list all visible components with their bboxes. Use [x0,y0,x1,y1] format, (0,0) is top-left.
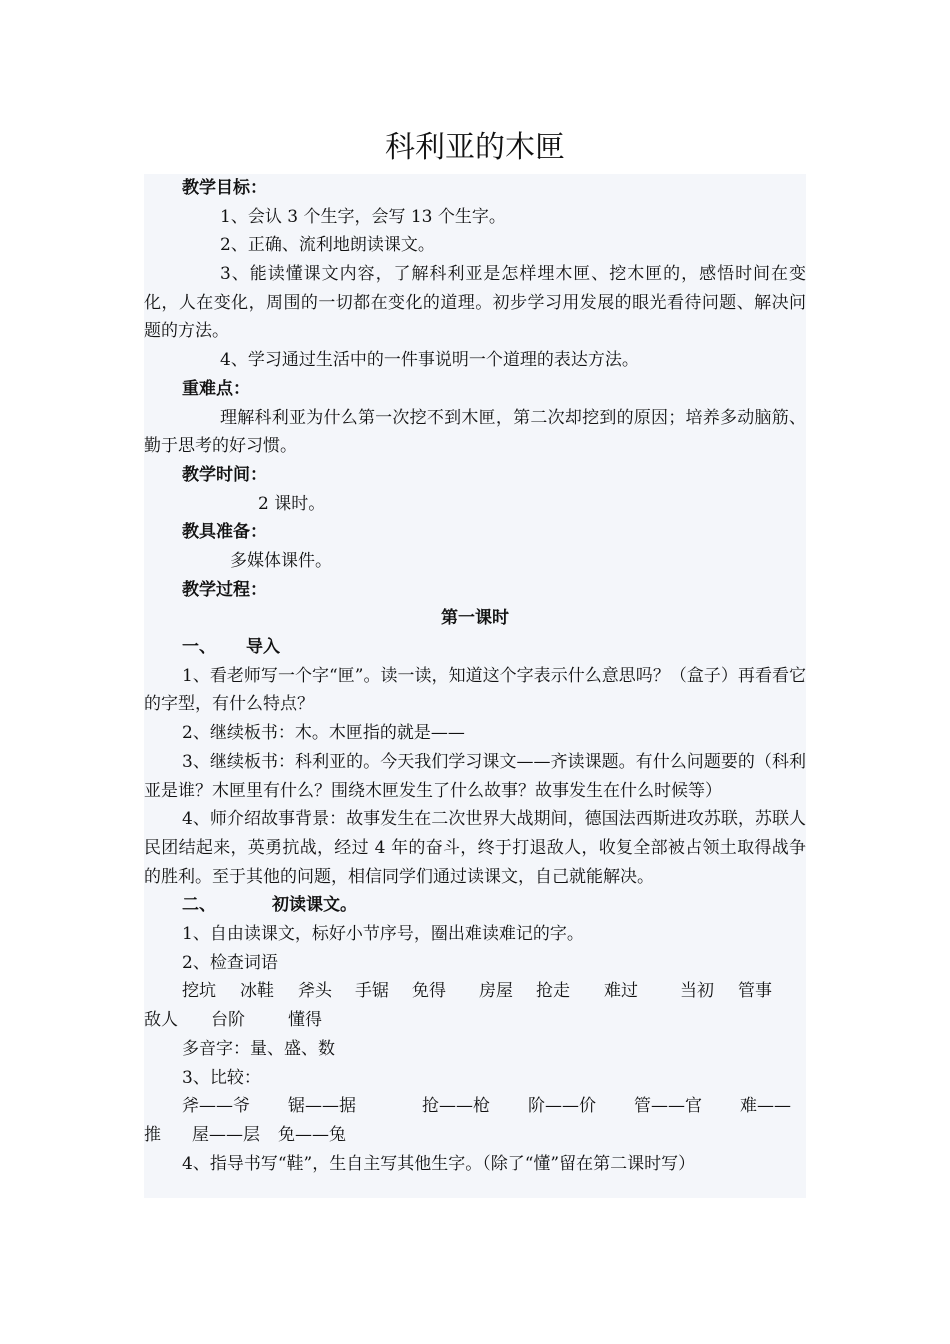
part1-num: 一、 [182,637,216,658]
vocab-word: 敌人 [144,1010,178,1031]
tools-text: 多媒体课件。 [230,551,332,572]
compare-pair: 难—— [740,1096,791,1117]
part2-title: 初读课文。 [272,895,357,916]
part1-heading [144,633,806,662]
compare-pair: 推 [144,1124,161,1145]
vocab-word: 抢走 [536,981,570,1002]
vocab-word: 手锯 [355,981,389,1002]
objective-item: 4、学习通过生活中的一件事说明一个道理的表达方法。 [220,350,639,371]
process-heading: 教学过程： [182,579,267,600]
part2-item: 4、指导书写“鞋”，生自主写其他生字。（除了“懂”留在第二课时写） [182,1153,696,1174]
compare-pair: 锯——据 [288,1096,356,1117]
vocab-word: 难过 [604,981,638,1002]
vocab-word: 冰鞋 [240,981,274,1002]
lesson-title: 第一课时 [441,608,509,629]
compare-pair: 阶——价 [528,1096,596,1117]
tools-heading: 教具准备： [182,522,267,543]
part1-title: 导入 [246,637,280,658]
vocab-word: 免得 [412,981,446,1002]
compare-pair: 屋——层 [192,1124,260,1145]
vocab-row [144,977,806,1006]
key-points-text: 理解科利亚为什么第一次挖不到木匣，第二次却挖到的原因；培养多动脑筋、勤于思考的好习惯。 [144,407,806,457]
part1-item: 3、继续板书：科利亚的。今天我们学习课文——齐读课题。有什么问题要的（科利亚是谁？木匣里有什么？围绕木匣发生了什么故事？故事发生在什么时候等） [144,751,806,801]
compare-row [144,1092,806,1121]
time-text: 2 课时。 [258,493,326,514]
vocab-word: 斧头 [298,981,332,1002]
vocab-word: 挖坑 [182,981,216,1002]
part2-num: 二、 [182,895,216,916]
vocab-word: 管事 [738,981,772,1002]
vocab-word: 台阶 [211,1010,245,1031]
part1-item: 2、继续板书：木。木匣指的就是—— [182,723,465,744]
compare-pair: 斧——爷 [182,1096,250,1117]
objective-item: 2、正确、流利地朗读课文。 [220,235,435,256]
part2-item: 2、检查词语 [182,952,278,973]
objective-item: 1、会认 3 个生字，会写 13 个生字。 [220,206,506,227]
key-points-heading: 重难点： [182,378,250,399]
objectives-heading: 教学目标： [182,178,267,198]
document-title: 科利亚的木匣 [385,130,565,165]
part1-item: 1、看老师写一个字“匣”。读一读，知道这个字表示什么意思吗？（盒子）再看看它的字型，有什么特点？ [144,665,806,715]
compare-pair: 免——兔 [278,1124,346,1145]
compare-row [144,1121,806,1150]
vocab-row [144,1006,806,1035]
time-heading: 教学时间： [182,464,267,485]
compare-pair: 管——官 [634,1096,702,1117]
part1-item: 4、师介绍故事背景：故事发生在二次世界大战期间，德国法西斯进攻苏联，苏联人民团结起来，英勇抗战，经过 4 年的奋斗，终于打退敌人，收复全部被占领土取得战争的胜利。至于其他的问题，相信同学们通过读课文，自己就能解决。 [144,809,806,887]
part2-heading [144,891,806,920]
vocab-word: 懂得 [288,1010,322,1031]
vocab-word: 房屋 [479,981,513,1002]
part2-item: 3、比较： [182,1067,261,1088]
objective-item: 3、能读懂课文内容，了解科利亚是怎样埋木匣、挖木匣的，感悟时间在变化，人在变化，周围的一切都在变化的道理。初步学习用发展的眼光看待问题、解决问题的方法。 [144,264,806,342]
polyphone-line: 多音字：量、盛、数 [182,1038,335,1059]
compare-pair: 抢——枪 [422,1096,490,1117]
lesson-plan-body [144,174,806,1198]
part2-item: 1、自由读课文，标好小节序号，圈出难读难记的字。 [182,924,584,945]
vocab-word: 当初 [680,981,714,1002]
